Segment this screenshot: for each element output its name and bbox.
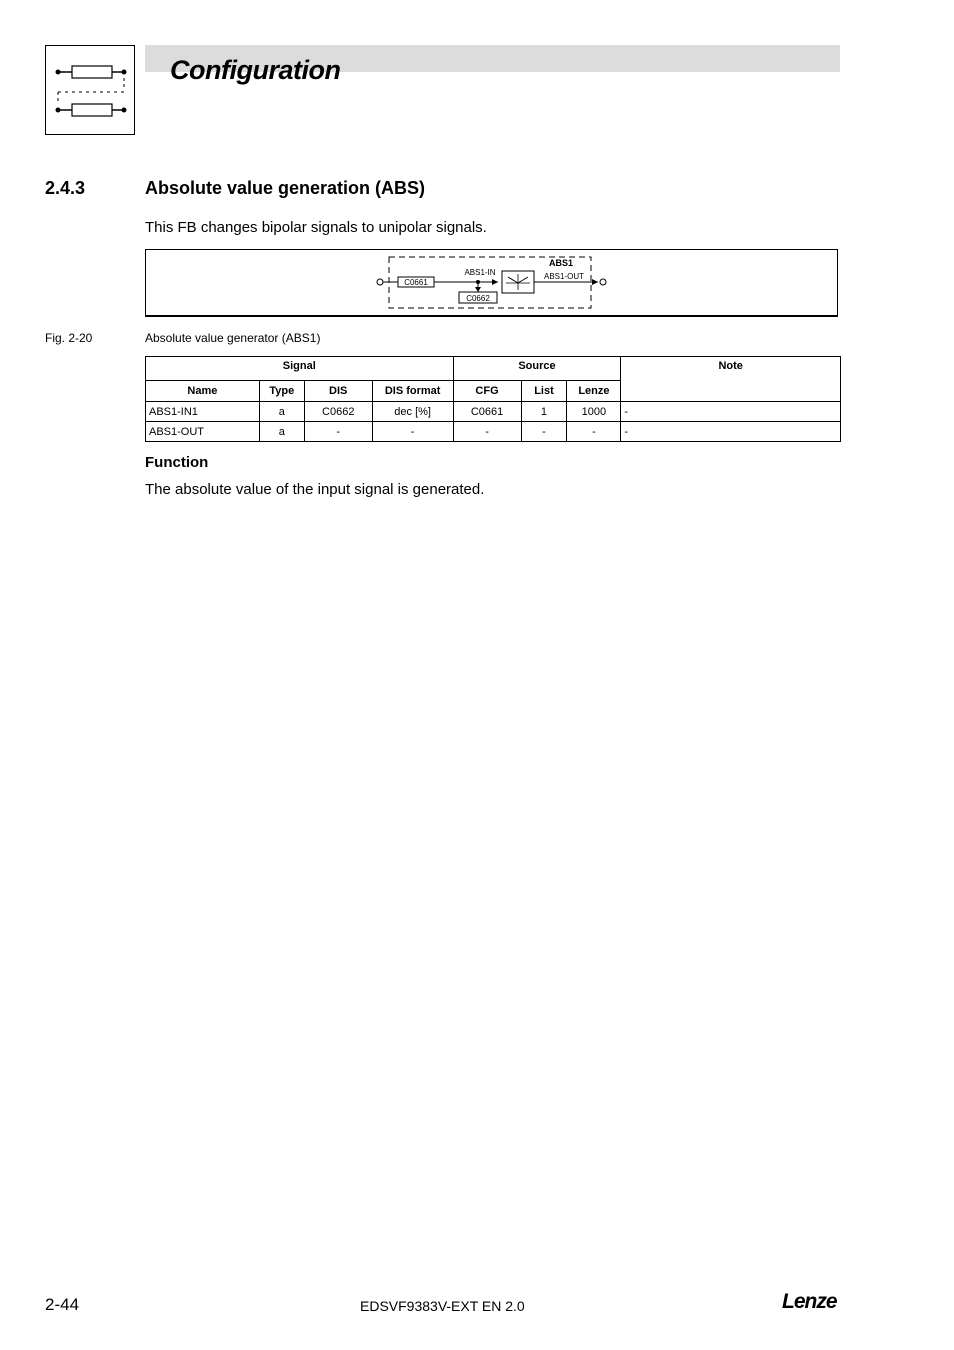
table-row — [146, 402, 841, 422]
group-header-signal: Signal — [146, 357, 454, 381]
cell-note: - — [621, 402, 841, 422]
cell-type: a — [259, 402, 304, 422]
col-header-cfg: CFG — [453, 381, 521, 402]
cell-dis: - — [304, 422, 372, 442]
cell-name: ABS1-OUT — [146, 422, 260, 442]
output-terminal — [600, 279, 606, 285]
table-group-header-row — [146, 357, 841, 381]
input-terminal — [377, 279, 383, 285]
dis-code: C0662 — [466, 294, 490, 303]
cell-lenze: - — [567, 422, 621, 442]
function-heading: Function — [145, 454, 209, 471]
cell-list: - — [521, 422, 567, 442]
cell-note: - — [621, 422, 841, 442]
cell-dis-format: dec [%] — [372, 402, 453, 422]
cell-type: a — [259, 422, 304, 442]
page-number: 2-44 — [45, 1295, 80, 1314]
cell-name: ABS1-IN1 — [146, 402, 260, 422]
input-label: ABS1-IN — [464, 268, 496, 277]
col-header-dis: DIS — [304, 381, 372, 402]
output-label: ABS1-OUT — [543, 272, 585, 281]
signal-table — [145, 356, 841, 442]
cell-dis: C0662 — [304, 402, 372, 422]
cell-list: 1 — [521, 402, 567, 422]
col-header-list: List — [521, 381, 567, 402]
cfg-code: C0661 — [404, 278, 428, 287]
section-number: 2.4.3 — [45, 178, 86, 198]
cell-dis-format: - — [372, 422, 453, 442]
document-id: EDSVF9383V-EXT EN 2.0 — [360, 1298, 525, 1314]
table-row — [146, 422, 841, 442]
figure-caption: Absolute value generator (ABS1) — [145, 331, 321, 345]
brand-logo: Lenze — [782, 1290, 837, 1313]
col-header-lenze: Lenze — [567, 381, 621, 402]
block-name: ABS1 — [548, 258, 573, 268]
circuit-icon — [46, 46, 134, 134]
figure-number: Fig. 2-20 — [45, 331, 93, 345]
intro-paragraph: This FB changes bipolar signals to unipolar signals. — [145, 219, 487, 236]
chapter-icon — [45, 45, 135, 135]
function-block-diagram — [145, 249, 838, 317]
col-header-dis-format: DIS format — [372, 381, 453, 402]
group-header-note: Note — [621, 357, 841, 402]
cell-cfg: C0661 — [453, 402, 521, 422]
page-title: Configuration — [170, 55, 341, 85]
group-header-source: Source — [453, 357, 621, 381]
col-header-name: Name — [146, 381, 260, 402]
section-title: Absolute value generation (ABS) — [145, 178, 426, 198]
function-text: The absolute value of the input signal is generated. — [145, 481, 485, 498]
cell-lenze: 1000 — [567, 402, 621, 422]
col-header-type: Type — [259, 381, 304, 402]
cell-cfg: - — [453, 422, 521, 442]
